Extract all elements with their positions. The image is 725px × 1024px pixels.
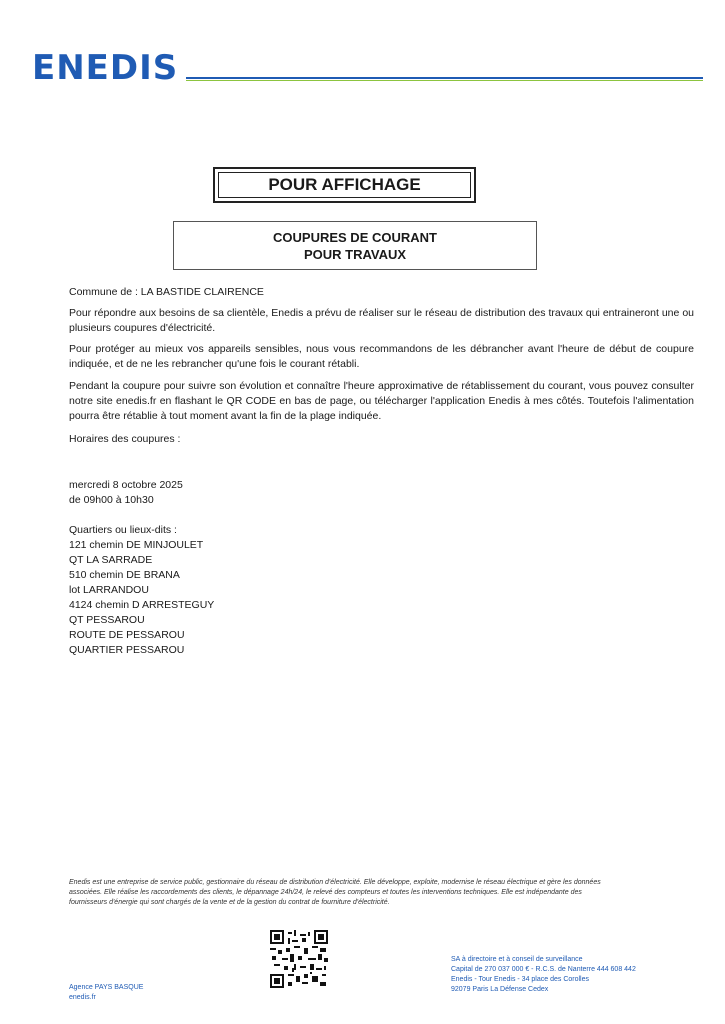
pour-affichage-box — [213, 167, 476, 203]
title-line-1: COUPURES DE COURANT — [273, 230, 437, 245]
list-item: QT LA SARRADE — [69, 554, 153, 566]
site-link[interactable]: enedis.fr — [69, 994, 96, 1001]
legal-info — [451, 955, 636, 995]
outage-date: mercredi 8 octobre 2025 — [69, 479, 183, 491]
pour-affichage-label: POUR AFFICHAGE — [218, 172, 471, 198]
footer-line-3: fournisseurs d'énergie qui sont chargés de la vente et de la gestion du contrat de fourniture d'électricité. — [69, 899, 390, 906]
quartiers-label: Quartiers ou lieux-dits : — [69, 524, 177, 536]
list-item: lot LARRANDOU — [69, 584, 149, 596]
paragraph-3: Pendant la coupure pour suivre son évolution et connaître l'heure approximative de rétablissement du courant, vous pouvez consulter notre site enedis.fr en flashant le QR CODE en bas de page, ou télécharger l'application Enedis à mes côtés. Toutefois l'alimentation pourra être rétablie à tout moment avant la fin de la plage indiquée. — [69, 380, 694, 422]
logo-rule-accent — [186, 80, 703, 81]
legal-line-3: Enedis - Tour Enedis - 34 place des Corolles — [451, 976, 590, 983]
commune: Commune de : LA BASTIDE CLAIRENCE — [69, 286, 264, 298]
logo-rule — [186, 77, 703, 79]
legal-line-2: Capital de 270 037 000 € - R.C.S. de Nanterre 444 608 442 — [451, 966, 636, 973]
list-item: 510 chemin DE BRANA — [69, 569, 180, 581]
legal-line-4: 92079 Paris La Défense Cedex — [451, 986, 549, 993]
quartiers-list — [69, 538, 214, 658]
footer-disclaimer — [69, 878, 669, 908]
agency-name: Agence PAYS BASQUE — [69, 984, 144, 991]
list-item: QT PESSAROU — [69, 614, 145, 626]
list-item: 4124 chemin D ARRESTEGUY — [69, 599, 215, 611]
title-line-2: POUR TRAVAUX — [303, 247, 407, 262]
list-item: QUARTIER PESSAROU — [69, 644, 185, 656]
paragraph-1: Pour répondre aux besoins de sa clientèle, Enedis a prévu de réaliser sur le réseau de distribution des travaux qui entraineront une ou plusieurs coupures d'électricité. — [69, 307, 694, 334]
outage-time: de 09h00 à 10h30 — [69, 494, 154, 506]
horaires-label: Horaires des coupures : — [69, 433, 181, 445]
paragraph-2: Pour protéger au mieux vos appareils sensibles, nous vous recommandons de les débrancher avant l'heure de début de coupure indiquée, et de ne les rebrancher qu'une fois le courant rétabli. — [69, 343, 694, 370]
list-item: 121 chemin DE MINJOULET — [69, 539, 204, 551]
title-box — [173, 221, 537, 270]
agency-info — [69, 983, 143, 1003]
footer-line-1: Enedis est une entreprise de service public, gestionnaire du réseau de distribution d'électricité. Elle développe, exploite, modernise le réseau électrique et gère les données — [69, 879, 601, 886]
enedis-logo: ENEDIS — [32, 48, 179, 88]
legal-line-1: SA à directoire et à conseil de surveillance — [451, 956, 583, 963]
footer-line-2: associées. Elle réalise les raccordements des clients, le dépannage 24h/24, le relevé des compteurs et toutes les interventions techniques. Elle est indépendante des — [69, 889, 582, 896]
qr-code[interactable] — [270, 930, 328, 988]
list-item: ROUTE DE PESSAROU — [69, 629, 185, 641]
